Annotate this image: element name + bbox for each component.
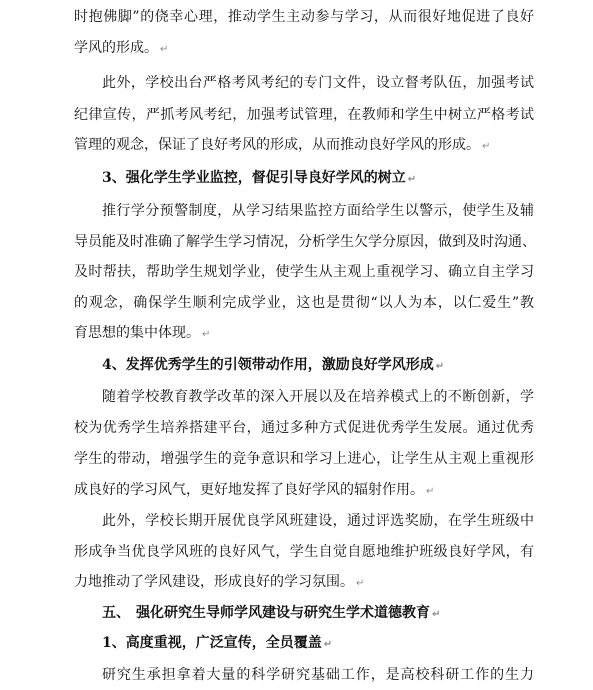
paragraph-mark-icon: ↵	[323, 639, 333, 650]
body-text-line: 时抱佛脚”的侥幸心理，推动学生主动参与学习，从而很好地促进了良好	[74, 9, 534, 25]
section-heading-3: 3、强化学生学业监控，督促引导良好学风的树立 ↵	[102, 170, 417, 186]
body-text-line: 研究生承担拿着大量的科学研究基础工作，是高校科研工作的生力	[102, 667, 534, 683]
paragraph-mark-icon: ↵	[432, 609, 441, 620]
section-heading-1: 1、高度重视，广泛宣传，全员覆盖 ↵	[102, 635, 333, 651]
paragraph-mark-icon: ↵	[482, 141, 491, 152]
body-text-line: 学风的形成。 ↵	[74, 40, 169, 56]
chapter-heading-5: 五、 强化研究生导师学风建设与研究生学术道德教育 ↵	[102, 598, 440, 628]
body-text-line: 学生的带动，增强学生的竞争意识和学习上进心，让学生从主观上重视形	[74, 451, 534, 467]
body-text-line: 育思想的集中体现。 ↵	[74, 325, 211, 341]
body-text-line: 及时帮扶，帮助学生规划学业，使学生从主观上重视学习、确立自主学习	[74, 264, 534, 280]
paragraph-mark-icon: ↵	[435, 361, 445, 372]
body-text-line: 的观念，确保学生顺利完成学业，这也是贯彻“以人为本，以仁爱生”教	[74, 295, 534, 311]
body-text-line: 形成争当优良学风班的良好风气，学生自觉自愿地维护班级良好学风，有	[74, 544, 534, 560]
paragraph-mark-icon: ↵	[407, 174, 417, 185]
body-text-line: 此外，学校出台严格考风考纪的专门文件，设立督考队伍，加强考试	[102, 75, 534, 91]
chapter-number: 五、	[102, 605, 130, 621]
body-text-line: 管理的观念，保证了良好考风的形成，从而推动良好学风的形成。 ↵	[74, 137, 491, 153]
paragraph-mark-icon: ↵	[202, 329, 211, 340]
section-heading-4: 4、发挥优秀学生的引领带动作用，激励良好学风形成 ↵	[102, 357, 445, 373]
body-text-line: 力地推动了学风建设，形成良好的学习氛围。 ↵	[74, 574, 365, 590]
paragraph-mark-icon: ↵	[356, 578, 365, 589]
body-text-line: 随着学校教育教学改革的深入开展以及在培养模式上的不断创新，学	[102, 389, 534, 405]
body-text-line: 推行学分预警制度，从学习结果监控方面给学生以警示，使学生及辅	[102, 203, 534, 219]
paragraph-mark-icon: ↵	[160, 44, 169, 55]
paragraph-mark-icon: ↵	[426, 486, 435, 497]
body-text-line: 纪律宣传，严抓考风考纪，加强考试管理，在教师和学生中树立严格考试	[74, 107, 534, 123]
body-text-line: 成良好的学习风气，更好地发挥了良好学风的辐射作用。 ↵	[74, 482, 435, 498]
body-text-line: 校为优秀学生培养搭建平台，通过多种方式促进优秀学生发展。通过优秀	[74, 420, 534, 436]
body-text-line: 此外，学校长期开展优良学风班建设，通过评选奖励，在学生班级中	[102, 513, 534, 529]
body-text-line: 导员能及时准确了解学生学习情况，分析学生欠学分原因，做到及时沟通、	[74, 234, 536, 250]
